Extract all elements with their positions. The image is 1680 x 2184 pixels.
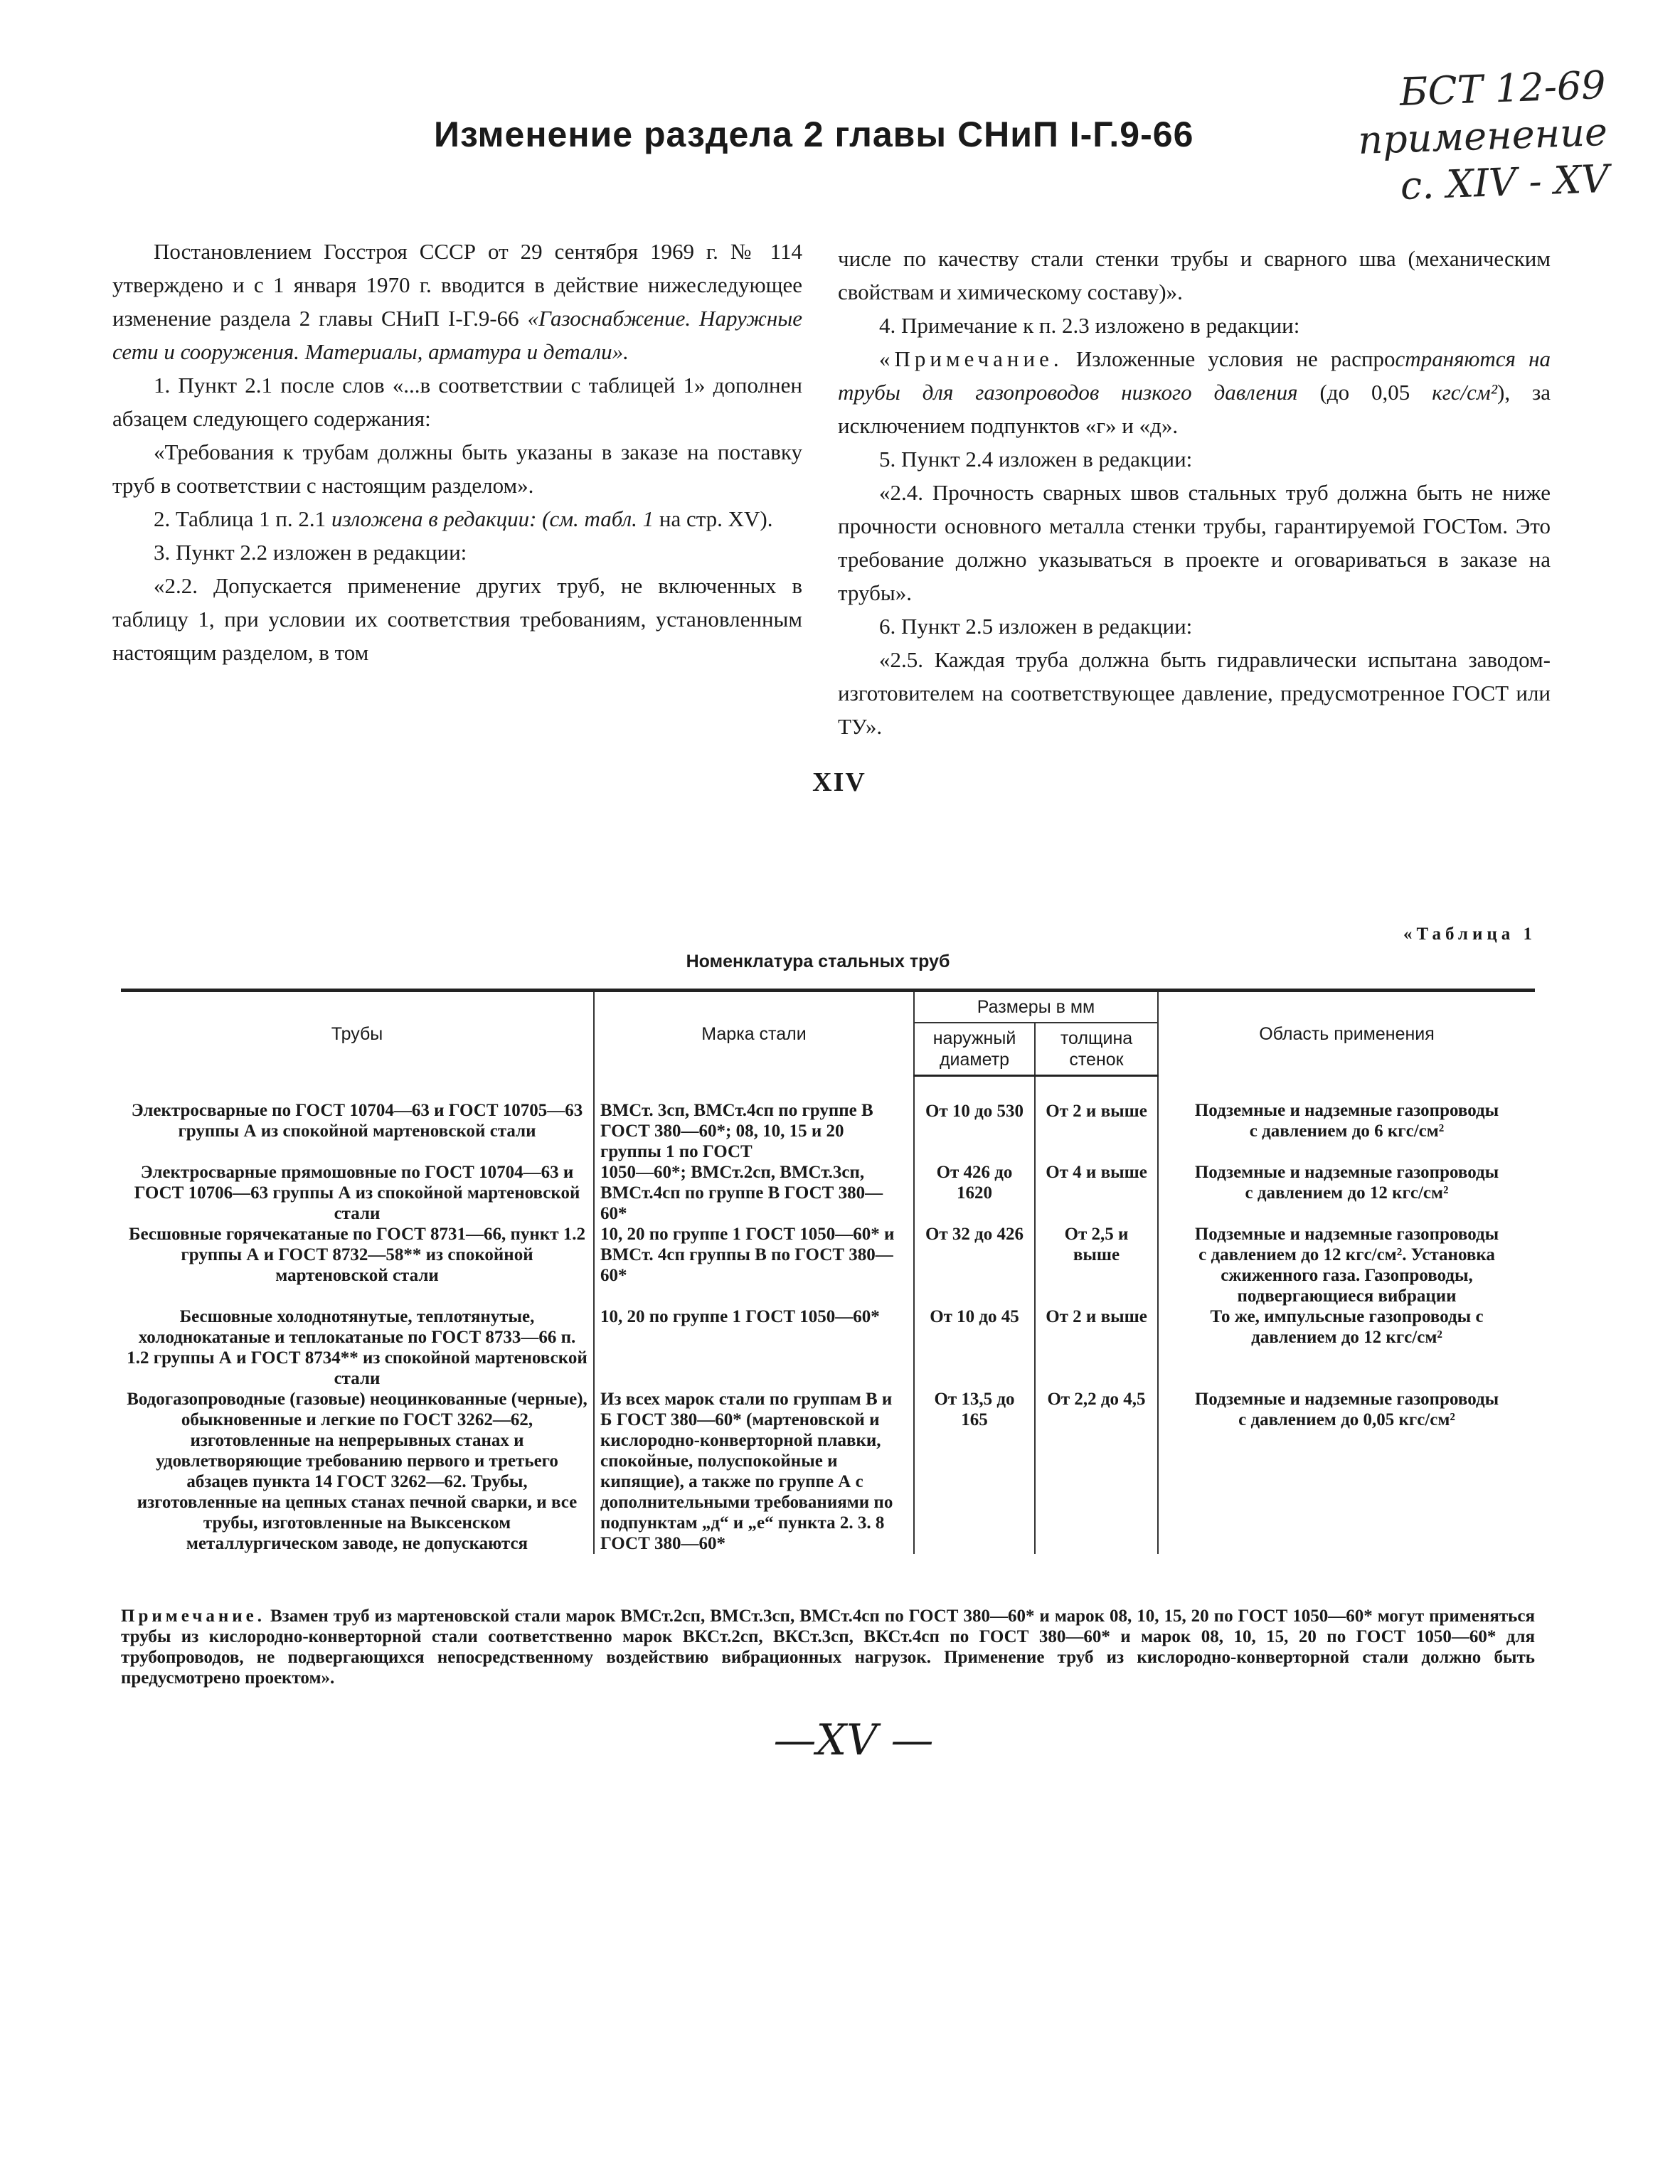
paragraph-item-1: 1. Пункт 2.1 после слов «...в соответствии с таблицей 1» дополнен абзацем следующего содержания:: [112, 373, 802, 431]
application-area-line: с давлением до 6 кгс/см²: [1249, 1121, 1445, 1141]
note-unit: кгс/см²: [1432, 380, 1497, 405]
application-area-line: Подземные и надземные газопроводы: [1194, 1224, 1499, 1244]
paragraph-item-4: 4. Примечание к п. 2.3 изложено в редакции:: [879, 313, 1300, 338]
cell-steel-grade: Из всех марок стали по группам В и Б ГОСТ 380—60* (мартеновской и кислородно-конверторной плавки, спокойные, полуспокойные и кипящие), а также по группе А с дополнительными требованиями по подпунктам „д“ и „е“ пункта 2. 3. 8 ГОСТ 380—60*: [594, 1389, 914, 1554]
header-application-area: Область применения: [1158, 991, 1535, 1076]
text-column-right: [838, 242, 1551, 743]
cell-application-area: [1158, 1306, 1535, 1389]
cell-steel-grade: 10, 20 по группе 1 ГОСТ 1050—60*: [594, 1306, 914, 1389]
cell-outer-diameter: От 13,5 до 165: [914, 1389, 1035, 1554]
item-2-text-end: на стр. XV).: [654, 506, 773, 531]
application-area-line: Подземные и надземные газопроводы: [1194, 1389, 1499, 1409]
paragraph-item-3-cont: числе по качеству стали стенки трубы и сварного шва (механическим свойствам и химическому составу)».: [838, 246, 1551, 304]
page-title: Изменение раздела 2 главы СНиП I-Г.9-66: [434, 114, 1194, 154]
intro-italic-title: «Газоснабжение. Наружные сети и сооружения. Материалы, арматура и детали».: [112, 306, 802, 364]
application-area-line: Подземные и надземные газопроводы: [1194, 1100, 1499, 1120]
header-pipes: Трубы: [121, 991, 594, 1076]
cell-application-area: [1158, 1389, 1535, 1554]
item-2-text: 2. Таблица 1 п. 2.1: [154, 506, 331, 531]
note-word: «Примечание.: [879, 346, 1063, 371]
handwritten-note-line1: БСТ 12-69 применение: [1357, 62, 1608, 164]
header-outer-diameter: наружный диаметр: [914, 1023, 1035, 1076]
header-steel-grade: Марка стали: [594, 991, 914, 1076]
table-row: [121, 1389, 1535, 1554]
header-wall-thickness: толщина стенок: [1035, 1023, 1158, 1076]
paragraph-item-6: 6. Пункт 2.5 изложен в редакции:: [879, 614, 1193, 639]
cell-application-area: [1158, 1224, 1535, 1306]
table-note-text: Взамен труб из мартеновской стали марок ВМСт.2сп, ВМСт.3сп, ВМСт.4сп по ГОСТ 380—60* и марок 08, 10, 15, 20 по ГОСТ 1050—60* могут применяться трубы из кислородно-конверторной стали соответственно марок ВКСт.2сп, ВКСт.3сп, ВКСт.4сп по ГОСТ 380—60* и марок 08, 10, 15, 20 по ГОСТ 1050—60* для трубопроводов, не подвергающихся непосредственному воздействию вибрационных нагрузок. Применение труб из кислородно-конверторной стали должно быть предусмотрено проектом».: [121, 1607, 1535, 1688]
application-area-line: Подземные и надземные газопроводы: [1194, 1162, 1499, 1182]
paragraph-item-4-quote: [838, 342, 1551, 442]
cell-wall-thickness: От 2 и выше: [1035, 1306, 1158, 1389]
pipes-table: [121, 989, 1535, 1554]
application-area-line: подвергающиеся вибрации: [1237, 1286, 1457, 1306]
application-area-line: с давлением до 12 кгс/см². Установка сжиженного газа. Газопроводы,: [1198, 1245, 1495, 1285]
cell-application-area: [1158, 1076, 1535, 1162]
item-2-italic: изложена в редакции: (см. табл. 1: [331, 506, 654, 531]
table-row: [121, 1076, 1535, 1162]
table-row: [121, 1224, 1535, 1306]
cell-application-area: [1158, 1162, 1535, 1224]
note-italic: страняются на трубы для газопроводов низкого давления: [838, 346, 1551, 405]
note-text-3: ), за исключением подпунктов «г» и «д».: [838, 380, 1551, 438]
page-number-top: XIV: [812, 767, 866, 797]
cell-pipe: Бесшовные холоднотянутые, теплотянутые, холоднокатаные и теплокатаные по ГОСТ 8733—66 п. 1.2 группы А и ГОСТ 8734** из спокойной мартеновской стали: [121, 1306, 594, 1389]
text-column-left: [112, 235, 802, 669]
table-body: [121, 1076, 1535, 1554]
cell-steel-grade: 1050—60*; ВМСт.2сп, ВМСт.3сп, ВМСт.4сп по группе В ГОСТ 380—60*: [594, 1162, 914, 1224]
paragraph-item-5: 5. Пункт 2.4 изложен в редакции:: [879, 447, 1193, 472]
cell-outer-diameter: От 426 до 1620: [914, 1162, 1035, 1224]
note-text-2: (до 0,05: [1297, 380, 1432, 405]
cell-outer-diameter: От 10 до 45: [914, 1306, 1035, 1389]
pipes-table-wrapper: [121, 989, 1535, 1554]
paragraph-item-3-quote: «2.2. Допускается применение других труб, не включенных в таблицу 1, при условии их соответствия требованиям, установленным настоящим разделом, в том: [112, 573, 802, 665]
paragraph-item-2: [112, 502, 802, 536]
table-title: Номенклатура стальных труб: [686, 952, 950, 971]
application-area-line: с давлением до 0,05 кгс/см²: [1238, 1410, 1455, 1429]
note-text: Изложенные условия не распро: [1063, 346, 1395, 371]
table-note: [121, 1606, 1535, 1688]
header-dimensions: Размеры в мм: [914, 991, 1158, 1023]
table-row: [121, 1306, 1535, 1389]
cell-steel-grade: 10, 20 по группе 1 ГОСТ 1050—60* и ВМСт. 4сп группы В по ГОСТ 380—60*: [594, 1224, 914, 1306]
cell-wall-thickness: От 2 и выше: [1035, 1076, 1158, 1162]
cell-pipe: Водогазопроводные (газовые) неоцинкованные (черные), обыкновенные и легкие по ГОСТ 3262—62, изготовленные на непрерывных станах и удовлетворяющие требованию первого и третьего абзацев пункта 14 ГОСТ 3262—62. Трубы, изготовленные на цепных станах печной сварки, и все трубы, изготовленные на Выксенском металлургическом заводе, не допускаются: [121, 1389, 594, 1554]
application-area-line: давлением до 12 кгс/см²: [1251, 1327, 1442, 1347]
page-number-bottom: —XV —: [773, 1715, 934, 1765]
paragraph-item-6-quote: «2.5. Каждая труба должна быть гидравлически испытана заводом-изготовителем на соответствующее давление, предусмотренное ГОСТ или ТУ».: [838, 647, 1551, 739]
cell-steel-grade: ВМСт. 3сп, ВМСт.4сп по группе В ГОСТ 380—60*; 08, 10, 15 и 20 группы 1 по ГОСТ: [594, 1076, 914, 1162]
paragraph-intro: [112, 235, 802, 368]
cell-outer-diameter: От 10 до 530: [914, 1076, 1035, 1162]
cell-wall-thickness: От 2,2 до 4,5: [1035, 1389, 1158, 1554]
paragraph-item-3: 3. Пункт 2.2 изложен в редакции:: [154, 540, 467, 565]
intro-text: Постановлением Госстроя СССР от 29 сентября 1969 г. № 114 утверждено и с 1 января 1970 г. вводится в действие нижеследующее изменение раздела 2 главы СНиП I-Г.9-66: [112, 239, 802, 331]
table-note-label: Примечание.: [121, 1607, 266, 1626]
application-area-line: с давлением до 12 кгс/см²: [1245, 1183, 1449, 1203]
cell-pipe: Электросварные прямошовные по ГОСТ 10704—63 и ГОСТ 10706—63 группы А из спокойной мартеновской стали: [121, 1162, 594, 1224]
application-area-line: То же, импульсные газопроводы с: [1210, 1306, 1484, 1326]
table-label: «Таблица 1: [1403, 925, 1536, 944]
paragraph-item-1-quote: «Требования к трубам должны быть указаны в заказе на поставку труб в соответствии с настоящим разделом».: [112, 440, 802, 498]
cell-wall-thickness: От 2,5 и выше: [1035, 1224, 1158, 1306]
table-row: [121, 1162, 1535, 1224]
cell-pipe: Электросварные по ГОСТ 10704—63 и ГОСТ 10705—63 группы А из спокойной мартеновской стали: [121, 1076, 594, 1162]
cell-outer-diameter: От 32 до 426: [914, 1224, 1035, 1306]
handwritten-note-line2: с. XIV - XV: [1399, 156, 1610, 209]
cell-pipe: Бесшовные горячекатаные по ГОСТ 8731—66, пункт 1.2 группы А и ГОСТ 8732—58** из спокойной мартеновской стали: [121, 1224, 594, 1306]
cell-wall-thickness: От 4 и выше: [1035, 1162, 1158, 1224]
paragraph-item-5-quote: «2.4. Прочность сварных швов стальных труб должна быть не ниже прочности основного металла стенки трубы, гарантируемой ГОСТом. Это требование должно указываться в проекте и оговариваться в заказе на трубы».: [838, 480, 1551, 605]
